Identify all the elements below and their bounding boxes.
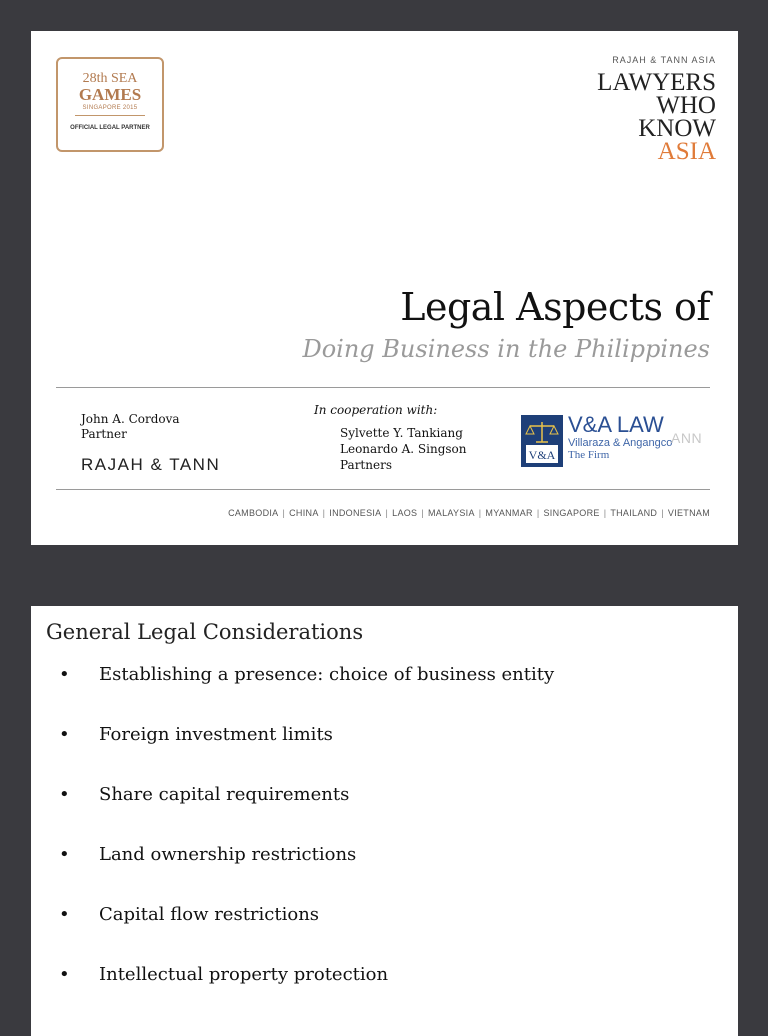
country-list	[228, 508, 710, 518]
brand-line1: LAWYERS	[597, 69, 716, 96]
country-item: THAILAND	[610, 508, 658, 518]
presenter-block	[81, 412, 180, 442]
coop-role: Partners	[340, 458, 392, 472]
va-law-title: V&A LAW	[568, 412, 664, 437]
bullet-text: Land ownership restrictions	[99, 844, 357, 865]
coop-name-1: Sylvette Y. Tankiang	[340, 426, 463, 440]
country-separator: |	[421, 508, 424, 518]
partial-logo-text: ANN	[671, 430, 703, 446]
country-separator: |	[603, 508, 607, 518]
brand-line3: KNOW	[638, 115, 716, 142]
bullet-icon: •	[59, 904, 70, 925]
cooperation-label: In cooperation with:	[314, 403, 438, 417]
cooperation-names	[340, 425, 467, 473]
coop-name-2: Leonardo A. Singson	[340, 442, 467, 456]
bottom-divider	[56, 489, 710, 490]
bullet-text: Foreign investment limits	[99, 724, 333, 745]
country-item: CHINA	[289, 508, 319, 518]
brand-line2: WHO	[656, 92, 716, 119]
top-divider	[56, 387, 710, 388]
bullet-icon: •	[59, 664, 70, 685]
bullet-text: Intellectual property protection	[99, 964, 389, 985]
badge-line4: OFFICIAL LEGAL PARTNER	[70, 125, 150, 131]
va-box-label: V&A	[528, 448, 556, 462]
country-item: SINGAPORE	[543, 508, 600, 518]
country-item: MYANMAR	[485, 508, 533, 518]
bullet-icon: •	[59, 724, 70, 745]
va-law-logo	[568, 413, 672, 461]
country-separator: |	[282, 508, 286, 518]
slide-subtitle: Doing Business in the Philippines	[302, 335, 710, 363]
brand-tag: RAJAH & TANN ASIA	[612, 55, 716, 65]
country-item: CAMBODIA	[228, 508, 279, 518]
presenter-name: John A. Cordova	[81, 412, 180, 426]
country-item: LAOS	[392, 508, 418, 518]
lawyers-who-know-asia-logo	[536, 55, 716, 163]
bullet-icon: •	[59, 964, 70, 985]
badge-line3: SINGAPORE 2015	[82, 105, 138, 111]
bullet-icon: •	[59, 784, 70, 805]
rajah-tann-logo: RAJAH & TANN	[81, 455, 221, 474]
slide-heading: General Legal Considerations	[46, 620, 364, 644]
presenter-role: Partner	[81, 427, 127, 441]
badge-line1: 28th SEA	[82, 71, 138, 86]
brand-line4: ASIA	[657, 138, 716, 165]
badge-line2: GAMES	[78, 85, 142, 104]
sea-games-badge	[56, 57, 164, 152]
country-separator: |	[478, 508, 482, 518]
va-law-emblem	[521, 415, 563, 467]
country-separator: |	[536, 508, 540, 518]
title-slide	[31, 31, 738, 545]
country-separator: |	[385, 508, 389, 518]
badge-divider	[75, 115, 145, 116]
va-law-name: Villaraza & Angangco	[568, 437, 673, 449]
country-item: VIETNAM	[667, 508, 710, 518]
bullet-text: Capital flow restrictions	[99, 904, 320, 925]
country-item: INDONESIA	[329, 508, 382, 518]
content-slide	[31, 606, 738, 1036]
bullet-icon: •	[59, 844, 70, 865]
slide-title: Legal Aspects of	[400, 285, 710, 329]
bullet-text: Establishing a presence: choice of business entity	[99, 664, 555, 685]
country-separator: |	[661, 508, 664, 518]
scales-icon	[522, 416, 562, 466]
bullet-text: Share capital requirements	[99, 784, 350, 805]
country-item: MALAYSIA	[428, 508, 475, 518]
country-separator: |	[322, 508, 326, 518]
va-law-firm: The Firm	[568, 449, 610, 461]
